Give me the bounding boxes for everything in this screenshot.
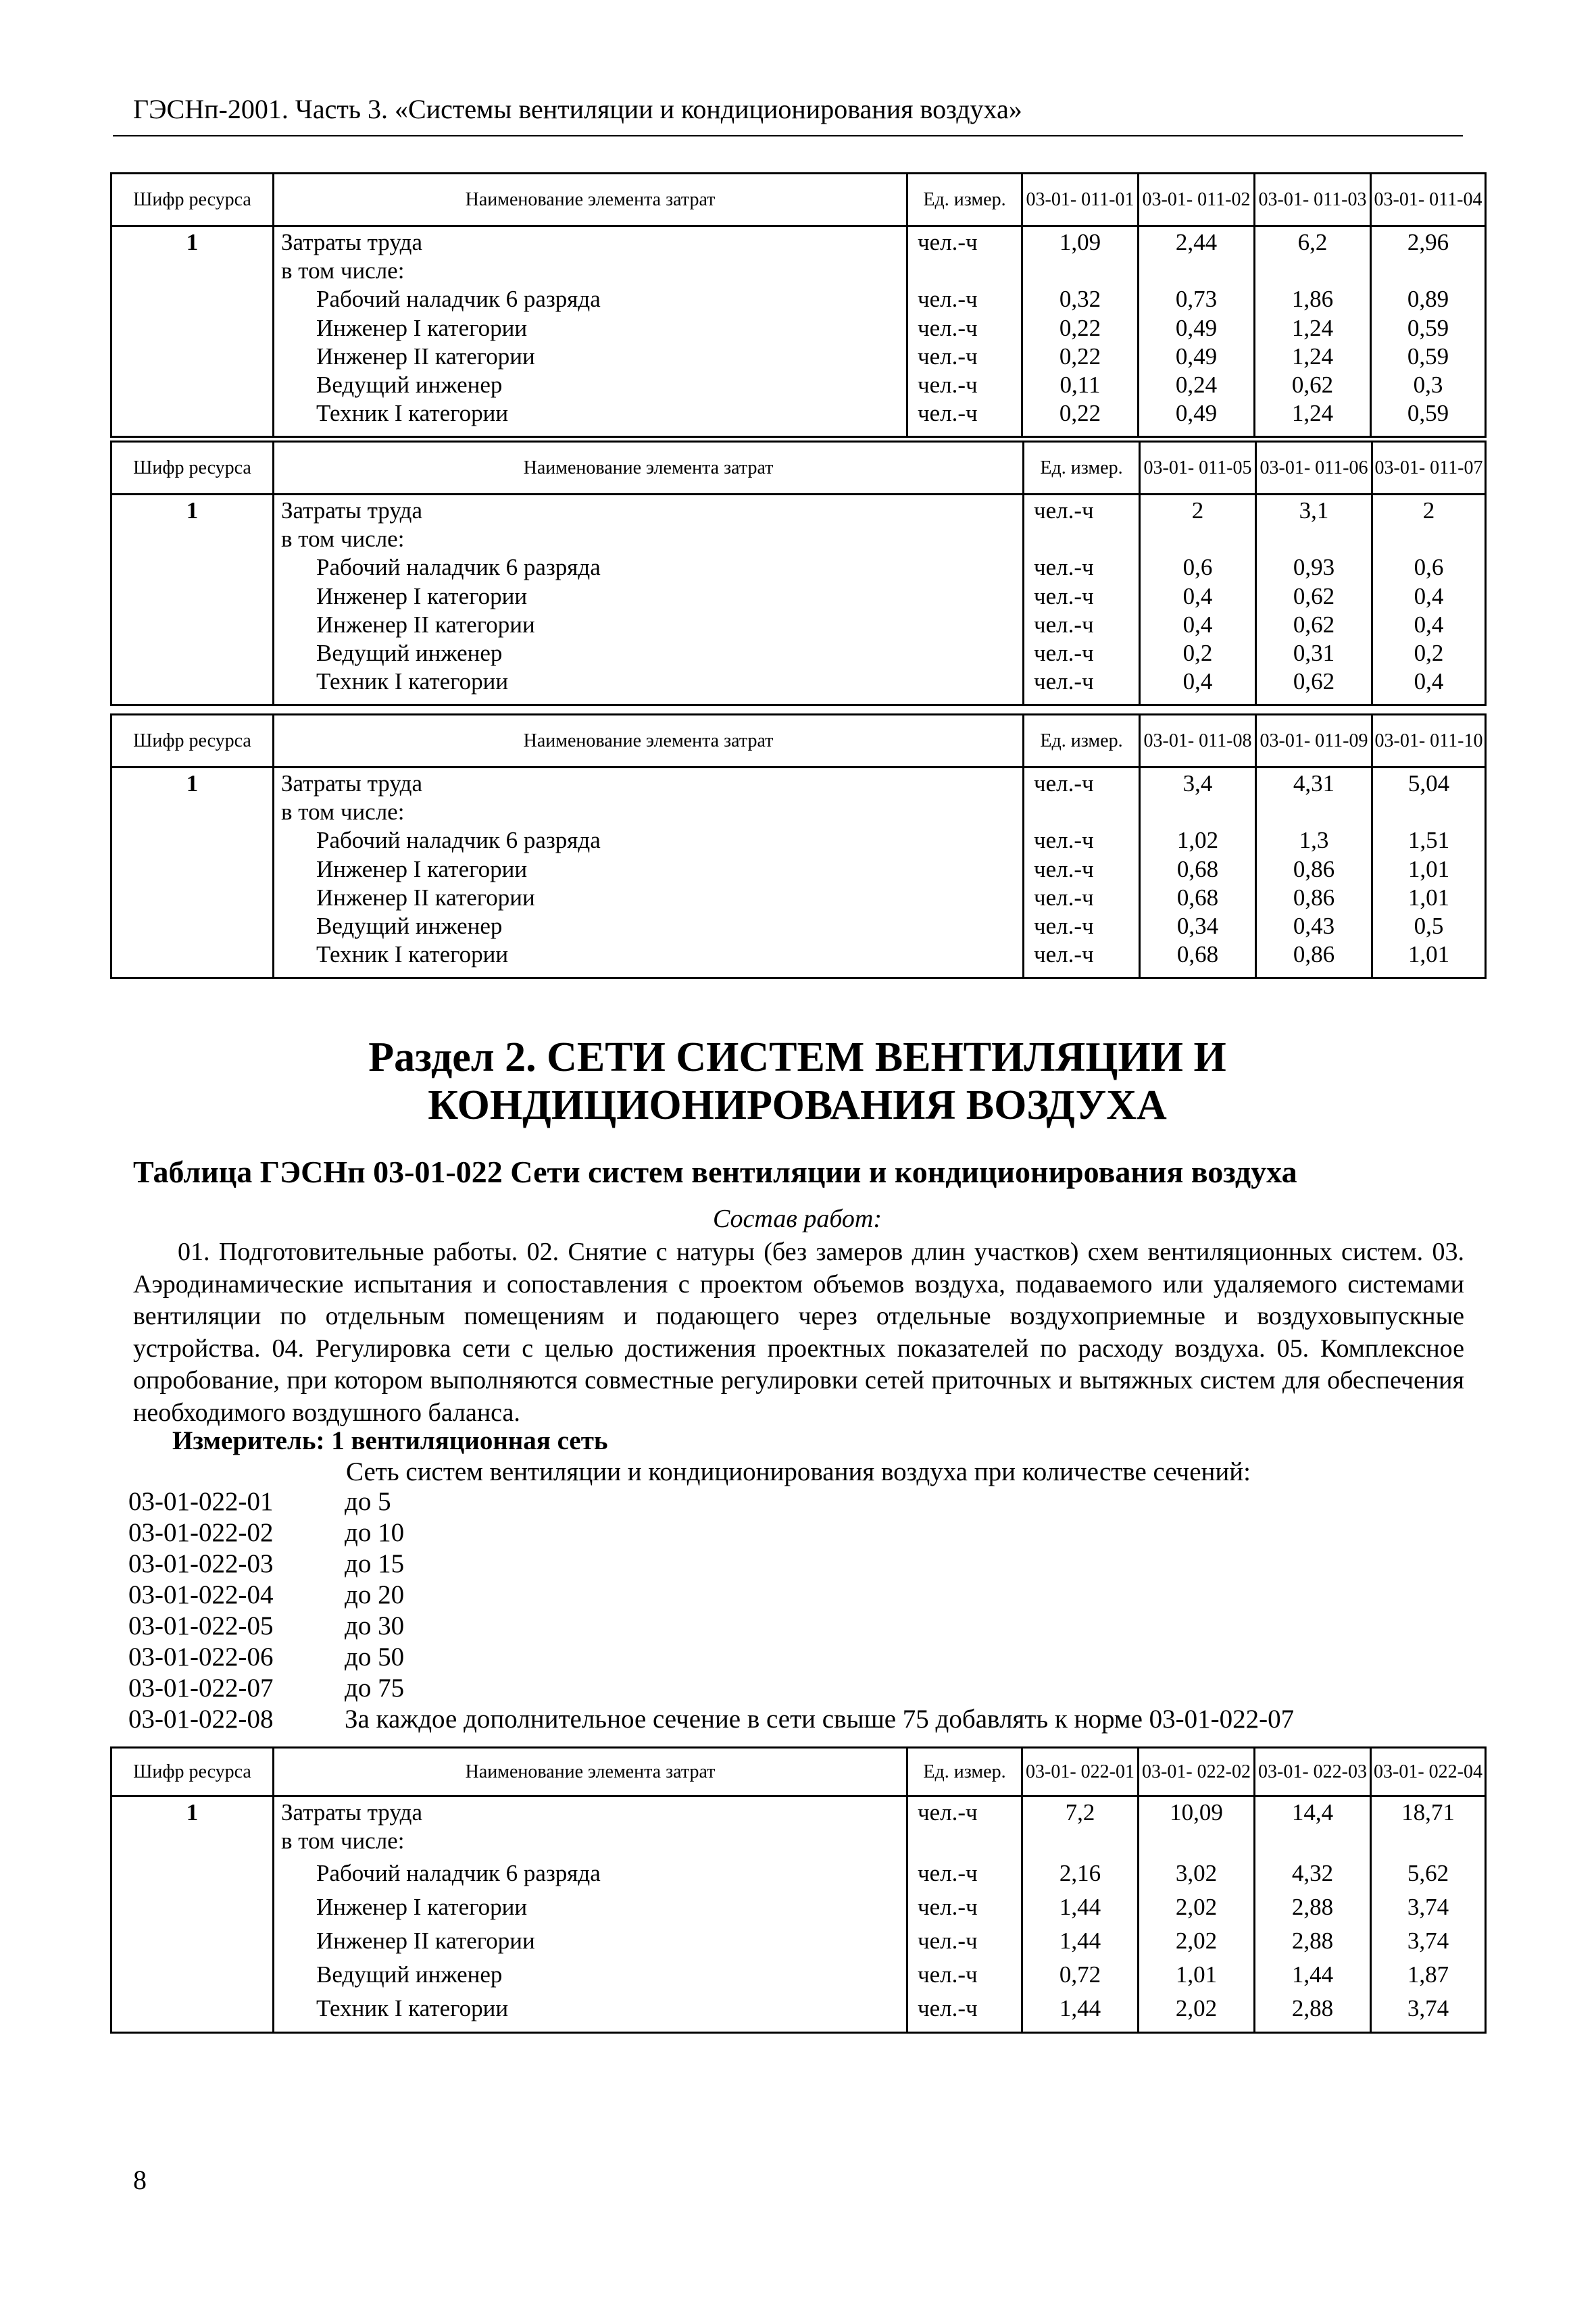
row-resource-code	[111, 884, 274, 912]
row-name: Рабочий наладчик 6 разряда	[274, 1859, 907, 1893]
norm-table-022-01-04	[110, 1746, 1487, 2034]
row-value	[1139, 1827, 1255, 1859]
norm-code-desc: до 5	[345, 1487, 391, 1516]
norm-code: 03-01-022-04	[128, 1580, 274, 1609]
row-value: 0,59	[1371, 314, 1486, 343]
row-unit: чел.-ч	[1024, 639, 1140, 668]
row-value: 1,86	[1255, 285, 1371, 314]
norm-code-desc: до 50	[345, 1642, 405, 1671]
row-unit: чел.-ч	[1024, 912, 1140, 940]
row-unit: чел.-ч	[1024, 495, 1140, 526]
table-row	[111, 639, 1486, 668]
row-unit	[1024, 798, 1140, 826]
table-header-row	[111, 1748, 1486, 1796]
row-resource-code	[111, 285, 274, 314]
row-name: Техник I категории	[274, 668, 1024, 705]
row-name: Затраты труда	[274, 495, 1024, 526]
row-unit: чел.-ч	[1024, 553, 1140, 582]
header-code-cell: Шифр ресурса	[111, 715, 274, 768]
header-unit-cell: Ед. измер.	[1024, 442, 1140, 495]
row-unit	[907, 257, 1022, 285]
row-unit: чел.-ч	[907, 314, 1022, 343]
row-name: Затраты труда	[274, 768, 1024, 799]
row-resource-code	[111, 855, 274, 884]
header-unit-cell: Ед. измер.	[1024, 715, 1140, 768]
row-resource-code	[111, 668, 274, 705]
row-value	[1371, 1827, 1486, 1859]
table-row	[111, 826, 1486, 855]
row-resource-code	[111, 798, 274, 826]
row-value: 1,44	[1022, 1994, 1139, 2032]
row-value: 5,04	[1372, 768, 1486, 799]
row-value: 0,34	[1140, 912, 1256, 940]
header-column-code: 03-01- 011-10	[1372, 715, 1486, 768]
row-value: 0,6	[1140, 553, 1256, 582]
row-resource-code	[111, 257, 274, 285]
table-row	[111, 1893, 1486, 1927]
row-resource-code	[111, 639, 274, 668]
row-value: 0,6	[1372, 553, 1486, 582]
row-unit: чел.-ч	[907, 1927, 1022, 1961]
row-resource-code	[111, 1827, 274, 1859]
row-value: 1,87	[1371, 1961, 1486, 1994]
row-value: 2,96	[1371, 226, 1486, 257]
row-value: 0,49	[1139, 314, 1255, 343]
row-name: в том числе:	[274, 525, 1024, 553]
row-value: 0,62	[1256, 611, 1372, 639]
row-value: 0,49	[1139, 399, 1255, 437]
row-value: 0,73	[1139, 285, 1255, 314]
table-row	[111, 371, 1486, 399]
row-unit: чел.-ч	[907, 1893, 1022, 1927]
row-name: Инженер II категории	[274, 884, 1024, 912]
row-unit: чел.-ч	[1024, 884, 1140, 912]
row-resource-code: 1	[111, 1796, 274, 1828]
row-resource-code	[111, 912, 274, 940]
row-value: 4,31	[1256, 768, 1372, 799]
row-unit: чел.-ч	[907, 1859, 1022, 1893]
section-title: Раздел 2. СЕТИ СИСТЕМ ВЕНТИЛЯЦИИ И КОНДИЦИОНИРОВАНИЯ ВОЗДУХА	[368, 1034, 1226, 1129]
row-value: 0,62	[1256, 668, 1372, 705]
table-row	[111, 668, 1486, 705]
norm-code: 03-01-022-08	[128, 1705, 274, 1734]
header-column-code: 03-01- 011-07	[1372, 442, 1486, 495]
row-unit: чел.-ч	[1024, 940, 1140, 978]
meter-description: Сеть систем вентиляции и кондиционирования воздуха при количестве сечений:	[346, 1457, 1251, 1486]
row-value: 1,01	[1372, 884, 1486, 912]
row-value: 7,2	[1022, 1796, 1139, 1828]
row-value: 1,51	[1372, 826, 1486, 855]
row-name: в том числе:	[274, 798, 1024, 826]
table-row	[111, 884, 1486, 912]
row-value: 3,74	[1371, 1927, 1486, 1961]
row-resource-code	[111, 553, 274, 582]
table-row	[111, 399, 1486, 437]
row-value: 0,62	[1256, 582, 1372, 611]
header-code-cell: Шифр ресурса	[111, 174, 274, 226]
header-column-code: 03-01- 011-04	[1371, 174, 1486, 226]
row-resource-code: 1	[111, 768, 274, 799]
row-value: 0,86	[1256, 940, 1372, 978]
row-value: 0,32	[1022, 285, 1139, 314]
norm-code-item	[128, 1611, 404, 1641]
row-value: 0,72	[1022, 1961, 1139, 1994]
row-value: 2,88	[1255, 1893, 1371, 1927]
row-value: 0,2	[1140, 639, 1256, 668]
table-row	[111, 1859, 1486, 1893]
row-name: Инженер II категории	[274, 343, 907, 371]
row-value: 0,22	[1022, 314, 1139, 343]
row-value: 18,71	[1371, 1796, 1486, 1828]
row-value	[1372, 525, 1486, 553]
row-value: 0,4	[1372, 582, 1486, 611]
header-column-code: 03-01- 011-05	[1140, 442, 1256, 495]
table-row	[111, 611, 1486, 639]
row-resource-code	[111, 399, 274, 437]
row-value: 3,1	[1256, 495, 1372, 526]
row-value	[1255, 1827, 1371, 1859]
row-resource-code	[111, 582, 274, 611]
row-value: 2	[1372, 495, 1486, 526]
row-value: 0,3	[1371, 371, 1486, 399]
row-value: 3,4	[1140, 768, 1256, 799]
row-unit: чел.-ч	[907, 1961, 1022, 1994]
header-column-code: 03-01- 011-03	[1255, 174, 1371, 226]
row-unit: чел.-ч	[907, 371, 1022, 399]
header-column-code: 03-01- 022-02	[1139, 1748, 1255, 1796]
row-value	[1140, 798, 1256, 826]
norm-code-item	[128, 1642, 404, 1672]
header-column-code: 03-01- 022-03	[1255, 1748, 1371, 1796]
row-value	[1371, 257, 1486, 285]
norm-code-item	[128, 1673, 404, 1703]
row-resource-code	[111, 1893, 274, 1927]
norm-table-011-05-07	[110, 441, 1487, 706]
norm-code: 03-01-022-03	[128, 1549, 274, 1578]
norm-code-desc: до 75	[345, 1674, 405, 1703]
row-resource-code	[111, 611, 274, 639]
row-value: 1,24	[1255, 314, 1371, 343]
row-value: 0,89	[1371, 285, 1486, 314]
row-name: в том числе:	[274, 1827, 907, 1859]
row-value: 1,01	[1139, 1961, 1255, 1994]
row-value: 10,09	[1139, 1796, 1255, 1828]
norm-code: 03-01-022-01	[128, 1487, 274, 1516]
row-name: Ведущий инженер	[274, 371, 907, 399]
row-value: 0,11	[1022, 371, 1139, 399]
row-unit: чел.-ч	[1024, 611, 1140, 639]
header-column-code: 03-01- 011-02	[1139, 174, 1255, 226]
row-resource-code	[111, 1927, 274, 1961]
row-value: 2,88	[1255, 1994, 1371, 2032]
norm-code-item	[128, 1486, 391, 1517]
row-value: 1,01	[1372, 940, 1486, 978]
row-value: 2,02	[1139, 1927, 1255, 1961]
header-unit-cell: Ед. измер.	[907, 1748, 1022, 1796]
header-code-cell: Шифр ресурса	[111, 442, 274, 495]
norm-code: 03-01-022-02	[128, 1518, 274, 1547]
row-unit: чел.-ч	[1024, 668, 1140, 705]
row-unit: чел.-ч	[1024, 582, 1140, 611]
row-value: 0,68	[1140, 940, 1256, 978]
row-value: 1,09	[1022, 226, 1139, 257]
row-unit: чел.-ч	[907, 226, 1022, 257]
row-name: Техник I категории	[274, 1994, 907, 2032]
row-value: 2,88	[1255, 1927, 1371, 1961]
row-name: Рабочий наладчик 6 разряда	[274, 826, 1024, 855]
row-name: Инженер I категории	[274, 855, 1024, 884]
row-name: Инженер II категории	[274, 1927, 907, 1961]
norm-code: 03-01-022-05	[128, 1611, 274, 1640]
row-value: 3,74	[1371, 1994, 1486, 2032]
row-value	[1372, 798, 1486, 826]
row-resource-code	[111, 1859, 274, 1893]
row-value: 0,86	[1256, 855, 1372, 884]
table-row	[111, 582, 1486, 611]
norm-code-item	[128, 1517, 404, 1548]
row-value: 0,59	[1371, 399, 1486, 437]
header-column-code: 03-01- 011-01	[1022, 174, 1139, 226]
norm-code: 03-01-022-06	[128, 1642, 274, 1671]
row-name: Инженер I категории	[274, 582, 1024, 611]
row-value: 1,44	[1022, 1927, 1139, 1961]
row-value: 0,4	[1372, 668, 1486, 705]
row-value: 0,2	[1372, 639, 1486, 668]
row-value: 0,93	[1256, 553, 1372, 582]
header-name-cell: Наименование элемента затрат	[274, 442, 1024, 495]
row-unit: чел.-ч	[907, 1994, 1022, 2032]
row-unit: чел.-ч	[907, 1796, 1022, 1828]
table-header-row	[111, 715, 1486, 768]
table-row	[111, 1927, 1486, 1961]
row-value: 0,4	[1140, 611, 1256, 639]
row-value: 0,5	[1372, 912, 1486, 940]
table-title: Таблица ГЭСНп 03-01-022 Сети систем вентиляции и кондиционирования воздуха	[133, 1155, 1297, 1189]
row-value: 2,44	[1139, 226, 1255, 257]
row-resource-code	[111, 343, 274, 371]
row-value: 0,31	[1256, 639, 1372, 668]
header-column-code: 03-01- 022-01	[1022, 1748, 1139, 1796]
row-name: Ведущий инженер	[274, 1961, 907, 1994]
table-row	[111, 1961, 1486, 1994]
row-unit: чел.-ч	[907, 285, 1022, 314]
row-unit: чел.-ч	[907, 399, 1022, 437]
table-row	[111, 553, 1486, 582]
row-name: Инженер II категории	[274, 611, 1024, 639]
row-value: 0,4	[1140, 582, 1256, 611]
row-unit: чел.-ч	[907, 343, 1022, 371]
row-value	[1022, 1827, 1139, 1859]
table-row	[111, 1994, 1486, 2032]
table-row	[111, 343, 1486, 371]
row-name: Ведущий инженер	[274, 912, 1024, 940]
row-resource-code	[111, 314, 274, 343]
header-rule	[113, 135, 1463, 136]
works-description: 01. Подготовительные работы. 02. Снятие с натуры (без замеров длин участков) схем вентиляционных систем. 03. Аэродинамические испытания и сопоставления с проектом объемов воздуха, подаваемого или удаляемого системами вентиляции по отдельным помещениям и подающего через отдельные воздухоприемные и воздуховыпускные устройства. 04. Регулировка сети с целью достижения проектных показателей по расходу воздуха. 05. Комплексное опробование, при котором выполняются совместные регулировки сетей приточных и вытяжных систем для обеспечения необходимого воздушного баланса.	[133, 1238, 1464, 1427]
row-value: 0,4	[1140, 668, 1256, 705]
table-row	[111, 285, 1486, 314]
row-resource-code	[111, 826, 274, 855]
row-value	[1256, 798, 1372, 826]
row-resource-code	[111, 940, 274, 978]
row-value: 1,44	[1255, 1961, 1371, 1994]
row-value: 1,44	[1022, 1893, 1139, 1927]
table-row	[111, 1827, 1486, 1859]
norm-code-item	[128, 1549, 404, 1579]
row-value: 0,49	[1139, 343, 1255, 371]
norm-code-desc: до 20	[345, 1580, 405, 1609]
row-value: 1,24	[1255, 399, 1371, 437]
row-unit	[907, 1827, 1022, 1859]
table-row	[111, 912, 1486, 940]
row-value	[1256, 525, 1372, 553]
row-resource-code	[111, 1994, 274, 2032]
page-number: 8	[133, 2165, 147, 2195]
row-resource-code: 1	[111, 495, 274, 526]
row-name: в том числе:	[274, 257, 907, 285]
norm-code-item	[128, 1704, 1294, 1734]
norm-code-desc: до 10	[345, 1518, 405, 1547]
row-unit: чел.-ч	[1024, 826, 1140, 855]
header-code-cell: Шифр ресурса	[111, 1748, 274, 1796]
table-row	[111, 940, 1486, 978]
table-header-row	[111, 174, 1486, 226]
row-value: 0,4	[1372, 611, 1486, 639]
table-row	[111, 525, 1486, 553]
row-resource-code	[111, 1961, 274, 1994]
row-value: 6,2	[1255, 226, 1371, 257]
row-value: 14,4	[1255, 1796, 1371, 1828]
row-value: 0,59	[1371, 343, 1486, 371]
row-value: 3,02	[1139, 1859, 1255, 1893]
row-value: 0,62	[1255, 371, 1371, 399]
table-row	[111, 495, 1486, 526]
header-column-code: 03-01- 011-06	[1256, 442, 1372, 495]
table-row	[111, 314, 1486, 343]
header-column-code: 03-01- 022-04	[1371, 1748, 1486, 1796]
row-value: 0,68	[1140, 855, 1256, 884]
row-value: 2,02	[1139, 1893, 1255, 1927]
norm-code-desc: до 15	[345, 1549, 405, 1578]
table-row	[111, 257, 1486, 285]
table-row	[111, 768, 1486, 799]
running-header: ГЭСНп-2001. Часть 3. «Системы вентиляции и кондиционирования воздуха»	[133, 94, 1022, 124]
table-row	[111, 1796, 1486, 1828]
row-value: 5,62	[1371, 1859, 1486, 1893]
row-value: 0,86	[1256, 884, 1372, 912]
row-unit: чел.-ч	[1024, 855, 1140, 884]
norm-code-desc: За каждое дополнительное сечение в сети свыше 75 добавлять к норме 03-01-022-07	[345, 1705, 1295, 1734]
header-name-cell: Наименование элемента затрат	[274, 715, 1024, 768]
row-name: Инженер I категории	[274, 1893, 907, 1927]
row-name: Рабочий наладчик 6 разряда	[274, 553, 1024, 582]
row-value	[1139, 257, 1255, 285]
row-resource-code	[111, 371, 274, 399]
row-value: 1,24	[1255, 343, 1371, 371]
row-value	[1022, 257, 1139, 285]
row-value: 0,24	[1139, 371, 1255, 399]
header-name-cell: Наименование элемента затрат	[274, 174, 907, 226]
row-value: 0,43	[1256, 912, 1372, 940]
norm-code: 03-01-022-07	[128, 1674, 274, 1703]
row-value	[1255, 257, 1371, 285]
table-header-row	[111, 442, 1486, 495]
meter-label: Измеритель: 1 вентиляционная сеть	[172, 1426, 608, 1455]
row-value: 1,01	[1372, 855, 1486, 884]
header-column-code: 03-01- 011-08	[1140, 715, 1256, 768]
row-value: 2,16	[1022, 1859, 1139, 1893]
row-value: 2,02	[1139, 1994, 1255, 2032]
row-value	[1140, 525, 1256, 553]
norm-code-desc: до 30	[345, 1611, 405, 1640]
row-name: Техник I категории	[274, 399, 907, 437]
row-value: 0,22	[1022, 399, 1139, 437]
row-value: 3,74	[1371, 1893, 1486, 1927]
row-name: Затраты труда	[274, 226, 907, 257]
row-name: Рабочий наладчик 6 разряда	[274, 285, 907, 314]
row-resource-code: 1	[111, 226, 274, 257]
row-name: Затраты труда	[274, 1796, 907, 1828]
row-value: 0,22	[1022, 343, 1139, 371]
norm-table-011-08-10	[110, 713, 1487, 979]
header-column-code: 03-01- 011-09	[1256, 715, 1372, 768]
norm-code-item	[128, 1580, 404, 1610]
works-heading: Состав работ:	[712, 1205, 882, 1233]
row-value: 1,3	[1256, 826, 1372, 855]
row-name: Инженер I категории	[274, 314, 907, 343]
header-name-cell: Наименование элемента затрат	[274, 1748, 907, 1796]
norm-table-011-01-04	[110, 172, 1487, 438]
row-value: 2	[1140, 495, 1256, 526]
row-value: 0,68	[1140, 884, 1256, 912]
header-unit-cell: Ед. измер.	[907, 174, 1022, 226]
row-unit: чел.-ч	[1024, 768, 1140, 799]
table-row	[111, 855, 1486, 884]
row-unit	[1024, 525, 1140, 553]
row-name: Техник I категории	[274, 940, 1024, 978]
table-row	[111, 226, 1486, 257]
row-resource-code	[111, 525, 274, 553]
row-name: Ведущий инженер	[274, 639, 1024, 668]
row-value: 1,02	[1140, 826, 1256, 855]
table-row	[111, 798, 1486, 826]
row-value: 4,32	[1255, 1859, 1371, 1893]
